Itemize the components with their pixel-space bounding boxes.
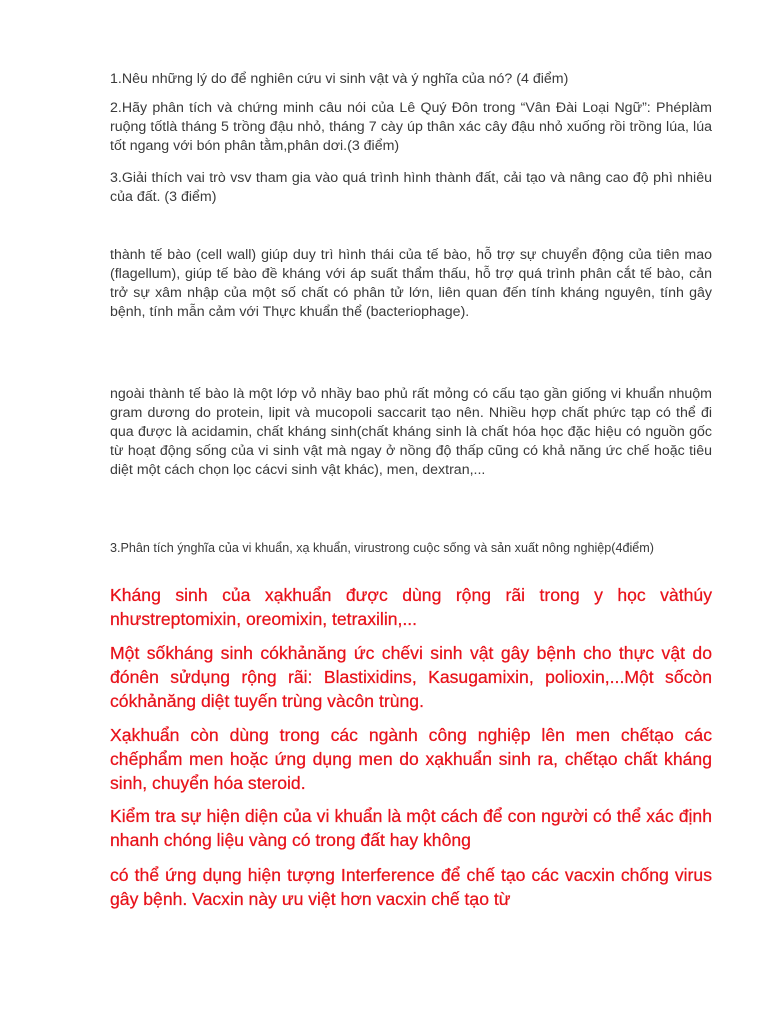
paragraph-capsule: ngoài thành tế bào là một lớp vỏ nhầy bao phủ rất mỏng có cấu tạo gần giống vi khuẩn nhuộm gram dương do protein, lipit và mucopoli saccarit tạo nên. Nhiều hợp chất phức tạp có thể đi qua được là acidamin, chất kháng sinh(chất kháng sinh là chất hóa học đặc hiệu có nguồn gốc từ hoạt động sống của vi sinh vật mà ngay ở nồng độ thấp cũng có khả năng ức chế hoặc tiêu diệt một cách chọn lọc cácvi sinh vật khác), men, dextran,...: [110, 386, 712, 478]
red-point-fermentation: Xạkhuẩn còn dùng trong các ngành công nghiệp lên men chếtạo các chếphẩm men hoặc ứng dụng men do xạkhuẩn sinh ra, chếtạo chất kháng sinh, chuyển hóa steroid.: [110, 725, 712, 793]
question-2: 2.Hãy phân tích và chứng minh câu nói của Lê Quý Đôn trong “Vân Đài Loại Ngữ”: Phéplàm ruộng tốtlà tháng 5 trồng đậu nhỏ, tháng 7 cày úp thân xác cây đậu nhỏ xuống rồi trồng lúa, lúa tốt ngang với bón phân tằm,phân dơi.(3 điểm): [110, 100, 712, 154]
red-point-interference-vaccine: có thể ứng dụng hiện tượng Interference để chế tạo các vacxin chống virus gây bệnh. Vacxin này ưu việt hơn vacxin chế tạo từ: [110, 865, 712, 909]
red-point-plant-pathogens: Một sốkháng sinh cókhảnăng ức chếvi sinh vật gây bệnh cho thực vật do đónên sửdụng rộng rãi: Blastixidins, Kasugamixin, polioxin,...Một sốcòn cókhảnăng diệt tuyến trùng vàcôn trùng.: [110, 643, 712, 711]
section-3-heading: 3.Phân tích ýnghĩa của vi khuẩn, xạ khuẩn, virustrong cuộc sống và sản xuất nông nghiệp(4điểm): [110, 541, 654, 555]
question-1: 1.Nêu những lý do để nghiên cứu vi sinh vật và ý nghĩa của nó? (4 điểm): [110, 71, 569, 87]
paragraph-cell-wall: thành tế bào (cell wall) giúp duy trì hình thái của tế bào, hỗ trợ sự chuyển động của tiên mao (flagellum), giúp tế bào đề kháng với áp suất thẩm thấu, hỗ trợ quá trình phân cắt tế bào, cản trở sự xâm nhập của một số chất có phân tử lớn, liên quan đến tính kháng nguyên, tính gây bệnh, tính mẫn cảm với Thực khuẩn thể (bacteriophage).: [110, 247, 712, 320]
question-3: 3.Giải thích vai trò vsv tham gia vào quá trình hình thành đất, cải tạo và nâng cao độ phì nhiêu của đất. (3 điểm): [110, 170, 712, 205]
red-point-gold-detection: Kiểm tra sự hiện diện của vi khuẩn là một cách để con người có thể xác định nhanh chóng liệu vàng có trong đất hay không: [110, 806, 712, 850]
red-point-antibiotics: Kháng sinh của xạkhuẩn được dùng rộng rãi trong y học vàthúy nhưstreptomixin, oreomixin, tetraxilin,...: [110, 585, 712, 629]
